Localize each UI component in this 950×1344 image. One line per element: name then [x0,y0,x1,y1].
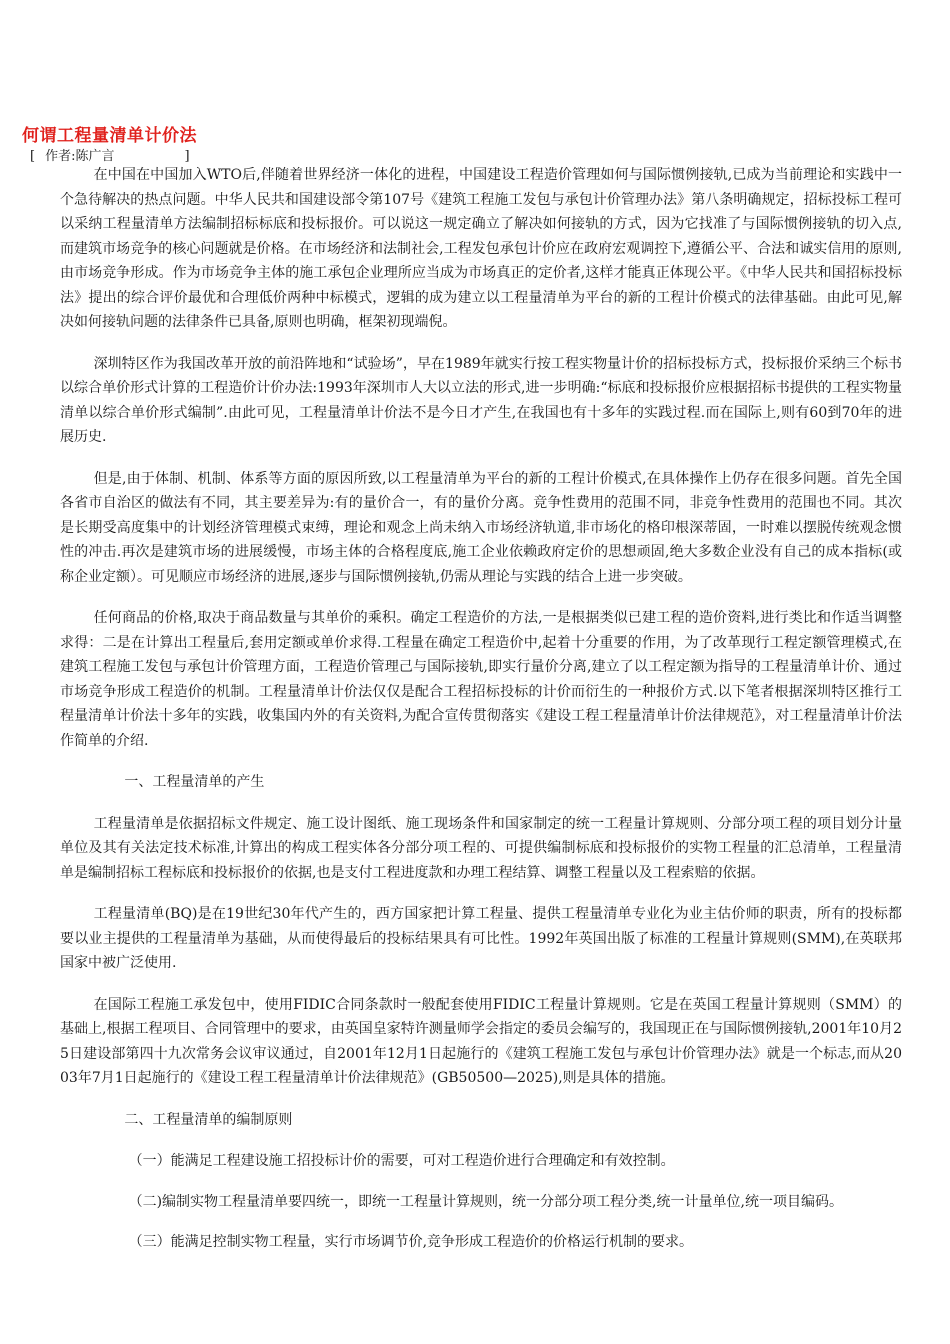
article-byline [30,145,190,164]
body-paragraph: 在中国在中国加入WTO后,伴随着世界经济一体化的进程，中国建设工程造价管理如何与国际惯例接轨,已成为当前理论和实践中一个急待解决的热点问题。中华人民共和国建设部令第107号《建筑工程施工发包与承包计价管理办法》第八条明确规定，招标投标工程可以采纳工程量清单方法编制招标标底和投标报价。可以说这一规定确立了解决如何接轨的方式，因为它找准了与国际惯例接轨的切入点,而建筑市场竞争的核心问题就是价格。在市场经济和法制社会,工程发包承包计价应在政府宏观调控下,遵循公平、合法和诚实信用的原则,由市场竞争形成。作为市场竞争主体的施工承包企业理所应当成为市场真正的定价者,这样才能真正体现公平。《中华人民共和国招标投标法》提出的综合评价最优和合理低价两种中标模式，逻辑的成为建立以工程量清单为平台的新的工程计价模式的法律基础。由此可见,解决如何接轨问题的法律条件已具备,原则也明确，框架初现端倪。 [60,167,902,330]
byline-open-bracket: [ [30,149,36,164]
article-body [60,163,902,1271]
section-heading: 二、工程量清单的编制原则 [124,1111,293,1128]
article-title: 何谓工程量清单计价法 [22,126,197,146]
section-heading: 一、工程量清单的产生 [124,774,265,790]
list-item: （一）能满足工程建设施工招投标计价的需要，可对工程造价进行合理确定和有效控制。 [128,1153,675,1169]
body-paragraph: 在国际工程施工承发包中，使用FIDIC合同条款时一般配套使用FIDIC工程量计算规则。它是在英国工程量计算规则（SMM）的基础上,根据工程项目、合同管理中的要求，由英国皇家特许测量师学会指定的委员会编写的，我国现正在与国际惯例接轨,2001年10月25日建设部第四十九次常务会议审议通过，自2001年12月1日起施行的《建筑工程施工发包与承包计价管理办法》就是一个标志,而从2003年7月1日起施行的《建设工程工程量清单计价法律规范》(GB50500—2025),则是具体的措施。 [60,996,902,1086]
body-paragraph: 但是,由于体制、机制、体系等方面的原因所致,以工程量清单为平台的新的工程计价模式,在具体操作上仍存在很多问题。首先全国各省市自治区的做法有不同，其主要差异为:有的量价合一，有的量价分离。竞争性费用的范围不同，非竞争性费用的范围也不同。其次是长期受高度集中的计划经济管理模式束缚，理论和观念上尚未纳入市场经济轨道,非市场化的格印根深蒂固，一时难以摆脱传统观念惯性的冲击.再次是建筑市场的进展缓慢，市场主体的合格程度底,施工企业依赖政府定价的思想顽固,绝大多数企业没有自己的成本指标(或称企业定额）。可见顺应市场经济的进展,逐步与国际惯例接轨,仍需从理论与实践的结合上进一步突破。 [60,470,902,585]
byline-author: 作者:陈广言 [45,149,115,164]
body-paragraph: 工程量清单是依据招标文件规定、施工设计图纸、施工现场条件和国家制定的统一工程量计算规则、分部分项工程的项目划分计量单位及其有关法定技术标准,计算出的构成工程实体各分部分项工程的、可提供编制标底和投标报价的实物工程量的汇总清单，工程量清单是编制招标工程标底和投标报价的依据,也是支付工程进度款和办理工程结算、调整工程量以及工程索赔的依据。 [60,815,902,881]
list-item: （二)编制实物工程量清单要四统一，即统一工程量计算规则，统一分部分项工程分类,统一计量单位,统一项目编码。 [128,1193,843,1210]
body-paragraph: 工程量清单(BQ)是在19世纪30年代产生的，西方国家把计算工程量、提供工程量清单专业化为业主估价师的职责，所有的投标都要以业主提供的工程量清单为基础，从而使得最后的投标结果具有可比性。1992年英国出版了标准的工程量计算规则(SMM),在英联邦国家中被广泛使用. [60,906,902,971]
list-item: （三）能满足控制实物工程量，实行市场调节价,竞争形成工程造价的价格运行机制的要求。 [128,1234,694,1250]
body-paragraph: 任何商品的价格,取决于商品数量与其单价的乘积。确定工程造价的方法,一是根据类似已建工程的造价资料,进行类比和作适当调整求得：二是在计算出工程量后,套用定额或单价求得.工程量在确定工程造价中,起着十分重要的作用，为了改革现行工程定额管理模式,在建筑工程施工发包与承包计价管理方面，工程造价管理己与国际接轨,即实行量价分离,建立了以工程定额为指导的工程量清单计价、通过市场竞争形成工程造价的机制。工程量清单计价法仅仅是配合工程招标投标的计价而衍生的一种报价方式.以下笔者根据深圳特区推行工程量清单计价法十多年的实践，收集国内外的有关资料,为配合宣传贯彻落实《建设工程工程量清单计价法律规范》，对工程量清单计价法作简单的介绍. [60,610,902,749]
body-paragraph: 深圳特区作为我国改革开放的前沿阵地和“试验场”，早在1989年就实行按工程实物量计价的招标投标方式，投标报价采纳三个标书以综合单价形式计算的工程造价计价办法:1993年深圳市人大以立法的形式,进一步明确:“标底和投标报价应根据招标书提供的工程实物量清单以综合单价形式编制”.由此可见，工程量清单计价法不是今日才产生,在我国也有十多年的实践过程.而在国际上,则有60到70年的进展历史. [60,355,902,445]
byline-close-bracket: ] [184,149,190,164]
